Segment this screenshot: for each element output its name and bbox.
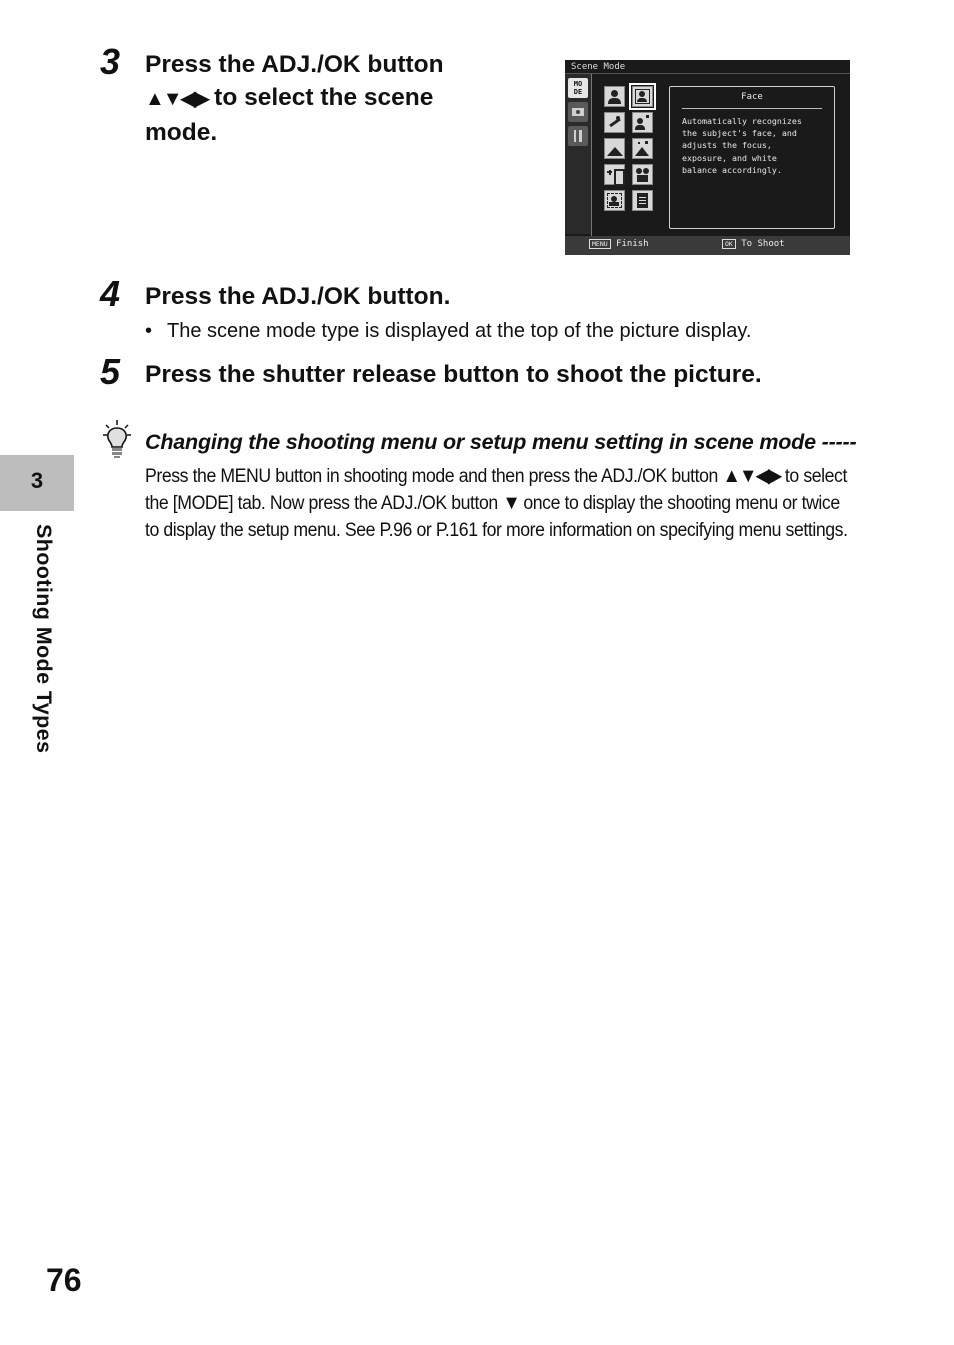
chapter-number: 3	[30, 468, 44, 493]
camera-tab-icon	[568, 102, 588, 122]
movie-icon	[632, 164, 653, 185]
page-number: 76	[46, 1262, 82, 1298]
chapter-title-vertical: Shooting Mode Types	[32, 524, 56, 754]
step-5-number: 5	[100, 351, 121, 392]
landscape-icon	[604, 138, 625, 159]
screen-tab-column	[565, 74, 591, 234]
down-arrow-icon: ▼	[502, 492, 519, 514]
step-5-heading: Press the shutter release button to shoot the picture.	[145, 361, 762, 388]
description-divider	[682, 108, 822, 109]
footer-to-shoot: OK To Shoot	[722, 239, 785, 249]
tip-title: Changing the shooting menu or setup menu setting in scene mode -----	[145, 430, 857, 454]
skew-correction-icon	[604, 164, 625, 185]
step-4-bullet: • The scene mode type is displayed at the top of the picture display.	[145, 320, 752, 342]
step-3-heading-line3: mode.	[145, 119, 218, 146]
bullet-dot: •	[145, 320, 153, 342]
menu-key-icon: MENU	[589, 239, 611, 249]
portrait-icon	[604, 86, 625, 107]
step-4-heading: Press the ADJ./OK button.	[145, 283, 451, 310]
high-sensitivity-icon	[604, 190, 625, 211]
step-3-number: 3	[100, 41, 121, 82]
ok-key-icon: OK	[722, 239, 736, 249]
mode-description-text: Automatically recognizes the subject's face, and adjusts the focus, exposure, and white balance accordingly.	[682, 116, 802, 175]
portrait-night-icon	[632, 112, 653, 133]
screen-divider	[565, 73, 850, 74]
text-icon	[632, 190, 653, 211]
face-icon	[632, 86, 653, 107]
step-3-heading-line1: Press the ADJ./OK button	[145, 51, 444, 78]
sports-icon	[604, 112, 625, 133]
footer-finish: MENU Finish	[589, 239, 649, 249]
direction-arrows-icon: ▲▼◀▶	[145, 88, 208, 110]
direction-arrows-icon: ▲▼◀▶	[722, 465, 781, 487]
lightbulb-tip-icon	[101, 418, 135, 460]
setup-tab-icon	[568, 126, 588, 146]
camera-screen	[565, 60, 850, 255]
screen-vertical-divider	[591, 74, 592, 236]
step-3-heading	[145, 48, 545, 149]
tip-body: Press the MENU button in shooting mode and then press the ADJ./OK button ▲▼◀▶ to select the [MODE] tab. Now press the ADJ./OK button ▼ once to display the shooting menu or twice to display the setup menu. See P.96 or P.161 for more information on specifying menu settings.	[145, 465, 848, 541]
step-4-number: 4	[100, 273, 121, 314]
screen-title: Scene Mode	[571, 62, 626, 72]
night-landscape-icon	[632, 138, 653, 159]
mode-tab-icon: MO DE	[568, 78, 588, 98]
step-3-heading-line2: ▲▼◀▶ to select the scene	[145, 84, 434, 111]
selected-mode-title: Face	[741, 92, 763, 102]
